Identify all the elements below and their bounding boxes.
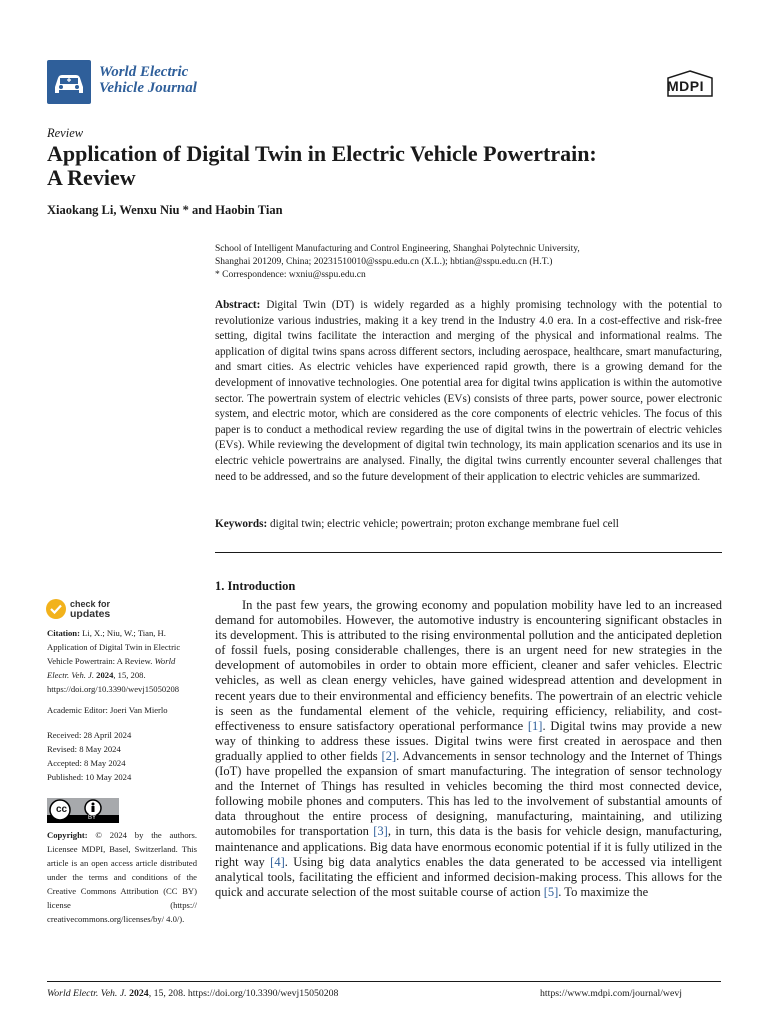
abstract — [215, 298, 722, 485]
check-line1: check for — [70, 599, 111, 609]
check-line2: updates — [70, 608, 111, 620]
cc-mark-text: cc — [56, 804, 68, 815]
abstract-label: Abstract: — [215, 299, 261, 311]
date-revised: Revised: 8 May 2024 — [47, 744, 121, 754]
intro-text: . Advancements in sensor technology and the Internet of Things (IoT) have propelled the expansion of smart manufacturing. The integration of sensor technology and the Internet of Things has resulted in vehicles becoming the third most connected device, following mobile phones and computers. This has led to the involvement of substantial amounts of data throughout the entire process of designing, manufacturing, maintaining, and utilizing automobiles for transportation — [215, 748, 722, 839]
article-type: Review — [47, 126, 84, 140]
citation-text: Li, X.; Niu, W.; Tian, H. Application of Digital Twin in Electric Vehicle Powertrain: A Review. — [47, 628, 181, 666]
intro-text: . To maximize the — [558, 884, 649, 899]
mdpi-logo — [664, 70, 716, 100]
section-heading: 1. Introduction — [215, 579, 296, 593]
citation-rest: , 15, 208. https://doi.org/10.3390/wevj15050208 — [47, 670, 180, 694]
title-line1: Application of Digital Twin in Electric Vehicle Powertrain: — [47, 141, 597, 166]
affiliation-line1: School of Intelligent Manufacturing and Control Engineering, Shanghai Polytechnic University, — [215, 244, 580, 254]
keywords — [215, 518, 722, 530]
reference-link-5[interactable]: [5] — [543, 884, 559, 899]
journal-name — [99, 64, 197, 96]
reference-link-4[interactable]: [4] — [270, 854, 285, 869]
academic-editor: Academic Editor: Joeri Van Mierlo — [47, 705, 168, 715]
affiliation-line2: Shanghai 201209, China; 20231510010@sspu.edu.cn (X.L.); hbtian@sspu.edu.cn (H.T.) — [215, 257, 553, 267]
copyright-label: Copyright: — [47, 830, 88, 840]
journal-name-line2: Vehicle Journal — [99, 80, 197, 96]
intro-text: , in turn, this data is the basis for vehicle design, manufacturing, maintenance and applications. Big data have enormous economic potential if it is fully utilized in the right way — [215, 824, 722, 869]
date-accepted: Accepted: 8 May 2024 — [47, 758, 126, 768]
check-badge-icon — [45, 598, 67, 620]
intro-text: . Using big data analytics enables the data generated to be accessed via intelligent analytical tools, facilitating the efficient and informed decision-making process. This allows for the quick and accurate selection of the most suitable course of action — [215, 854, 723, 899]
divider — [215, 552, 722, 553]
cc-by-text: BY — [88, 815, 97, 821]
journal-name-line1: World Electric — [99, 64, 189, 80]
copyright-text: © 2024 by the authors. Licensee MDPI, Basel, Switzerland. This article is an open access article distributed under the terms and conditions of the Creative Commons Attribution (CC BY) license (https:// creativecommons.org/licenses/by/ 4.0/). — [47, 830, 197, 924]
citation-journal: World Electr. Veh. J. — [47, 656, 176, 680]
footer-journal-url[interactable]: https://www.mdpi.com/journal/wevj — [540, 988, 682, 999]
footer-doi[interactable]: , 15, 208. https://doi.org/10.3390/wevj15050208 — [148, 988, 339, 999]
copyright-notice — [47, 828, 197, 926]
intro-text: In the past few years, the growing economy and population mobility have led to an increased demand for automobiles. However, the automotive industry is encountering significant obstacles in its development. This is attributed to the rising environmental pollution and the anticipated depletion of fossil fuels, posing considerable challenges, there is an urgent need for new strategies in the development of automobiles in order to obtain more efficient, cleaner and safer vehicles. Electric vehicles, as well as clean energy vehicles, have gained widespread attention and development in recent years due to their environmental and efficiency benefits. The powertrain of an electric vehicle is seen as the fundamental element of the vehicle, requiring efficiency, reliability, and cost-effectiveness to ensure satisfactory operational performance — [215, 598, 722, 733]
cc-by-license-badge[interactable] — [47, 798, 119, 823]
title-line2: A Review — [47, 165, 136, 190]
citation-label: Citation: — [47, 628, 80, 638]
date-published: Published: 10 May 2024 — [47, 772, 132, 782]
correspondence: * Correspondence: wxniu@sspu.edu.cn — [215, 270, 366, 280]
affiliations — [215, 243, 735, 282]
footer-divider — [47, 981, 721, 982]
citation — [47, 626, 197, 696]
citation-year: 2024 — [96, 670, 114, 680]
date-received: Received: 28 April 2024 — [47, 730, 132, 740]
page-title — [47, 142, 727, 190]
introduction-paragraph — [215, 598, 722, 900]
publication-dates — [47, 728, 197, 784]
footer-citation — [47, 988, 338, 999]
author-list: Xiaokang Li, Wenxu Niu * and Haobin Tian — [47, 203, 283, 217]
journal-logo — [47, 60, 91, 104]
keywords-label: Keywords: — [215, 518, 268, 530]
abstract-text: Digital Twin (DT) is widely regarded as a highly promising technology with the potential to revolutionize various industries, making it a key trend in the Industry 4.0 era. In a cost-effective and risk-free setting, digital twins facilitate the interaction and merging of the physical and informational realms. The application of digital twins spans across different sectors, including aerospace, healthcare, smart manufacturing, and smart cities. As electric vehicles have experienced rapid growth, there is a growing demand for the development of innovative technologies. One potential area for digital twins application is within the automotive sector. The powertrain system of electric vehicles (EVs) consists of three parts, power source, power electronic system, and electric motor, which are considered as the core components of electric vehicles. The focus of this paper is to conduct a methodical review regarding the use of digital twins in the powertrain of electric vehicles (EVs). While reviewing the development of digital twin technology, its main application scenarios and its use in electric vehicle powertrains are analysed. Finally, the digital twins currently encounter several challenges that need to be addressed, and so the future development of their application to electric vehicles are summarized. — [215, 299, 722, 483]
reference-link-1[interactable]: [1] — [527, 718, 543, 733]
car-icon — [47, 60, 91, 104]
keywords-text: digital twin; electric vehicle; powertrain; proton exchange membrane fuel cell — [270, 518, 619, 530]
reference-link-3[interactable]: [3] — [373, 824, 388, 839]
check-for-updates-label — [70, 600, 110, 620]
footer-year: 2024 — [129, 988, 149, 999]
reference-link-2[interactable]: [2] — [381, 748, 397, 763]
intro-text: . Digital twins may provide a new way of thinking to address these issues. Digital twins were first created in aerospace and then gradually applied to other fields — [215, 718, 722, 763]
footer-journal: World Electr. Veh. J. — [47, 988, 127, 999]
mdpi-logo-text: MDPI — [667, 78, 704, 94]
